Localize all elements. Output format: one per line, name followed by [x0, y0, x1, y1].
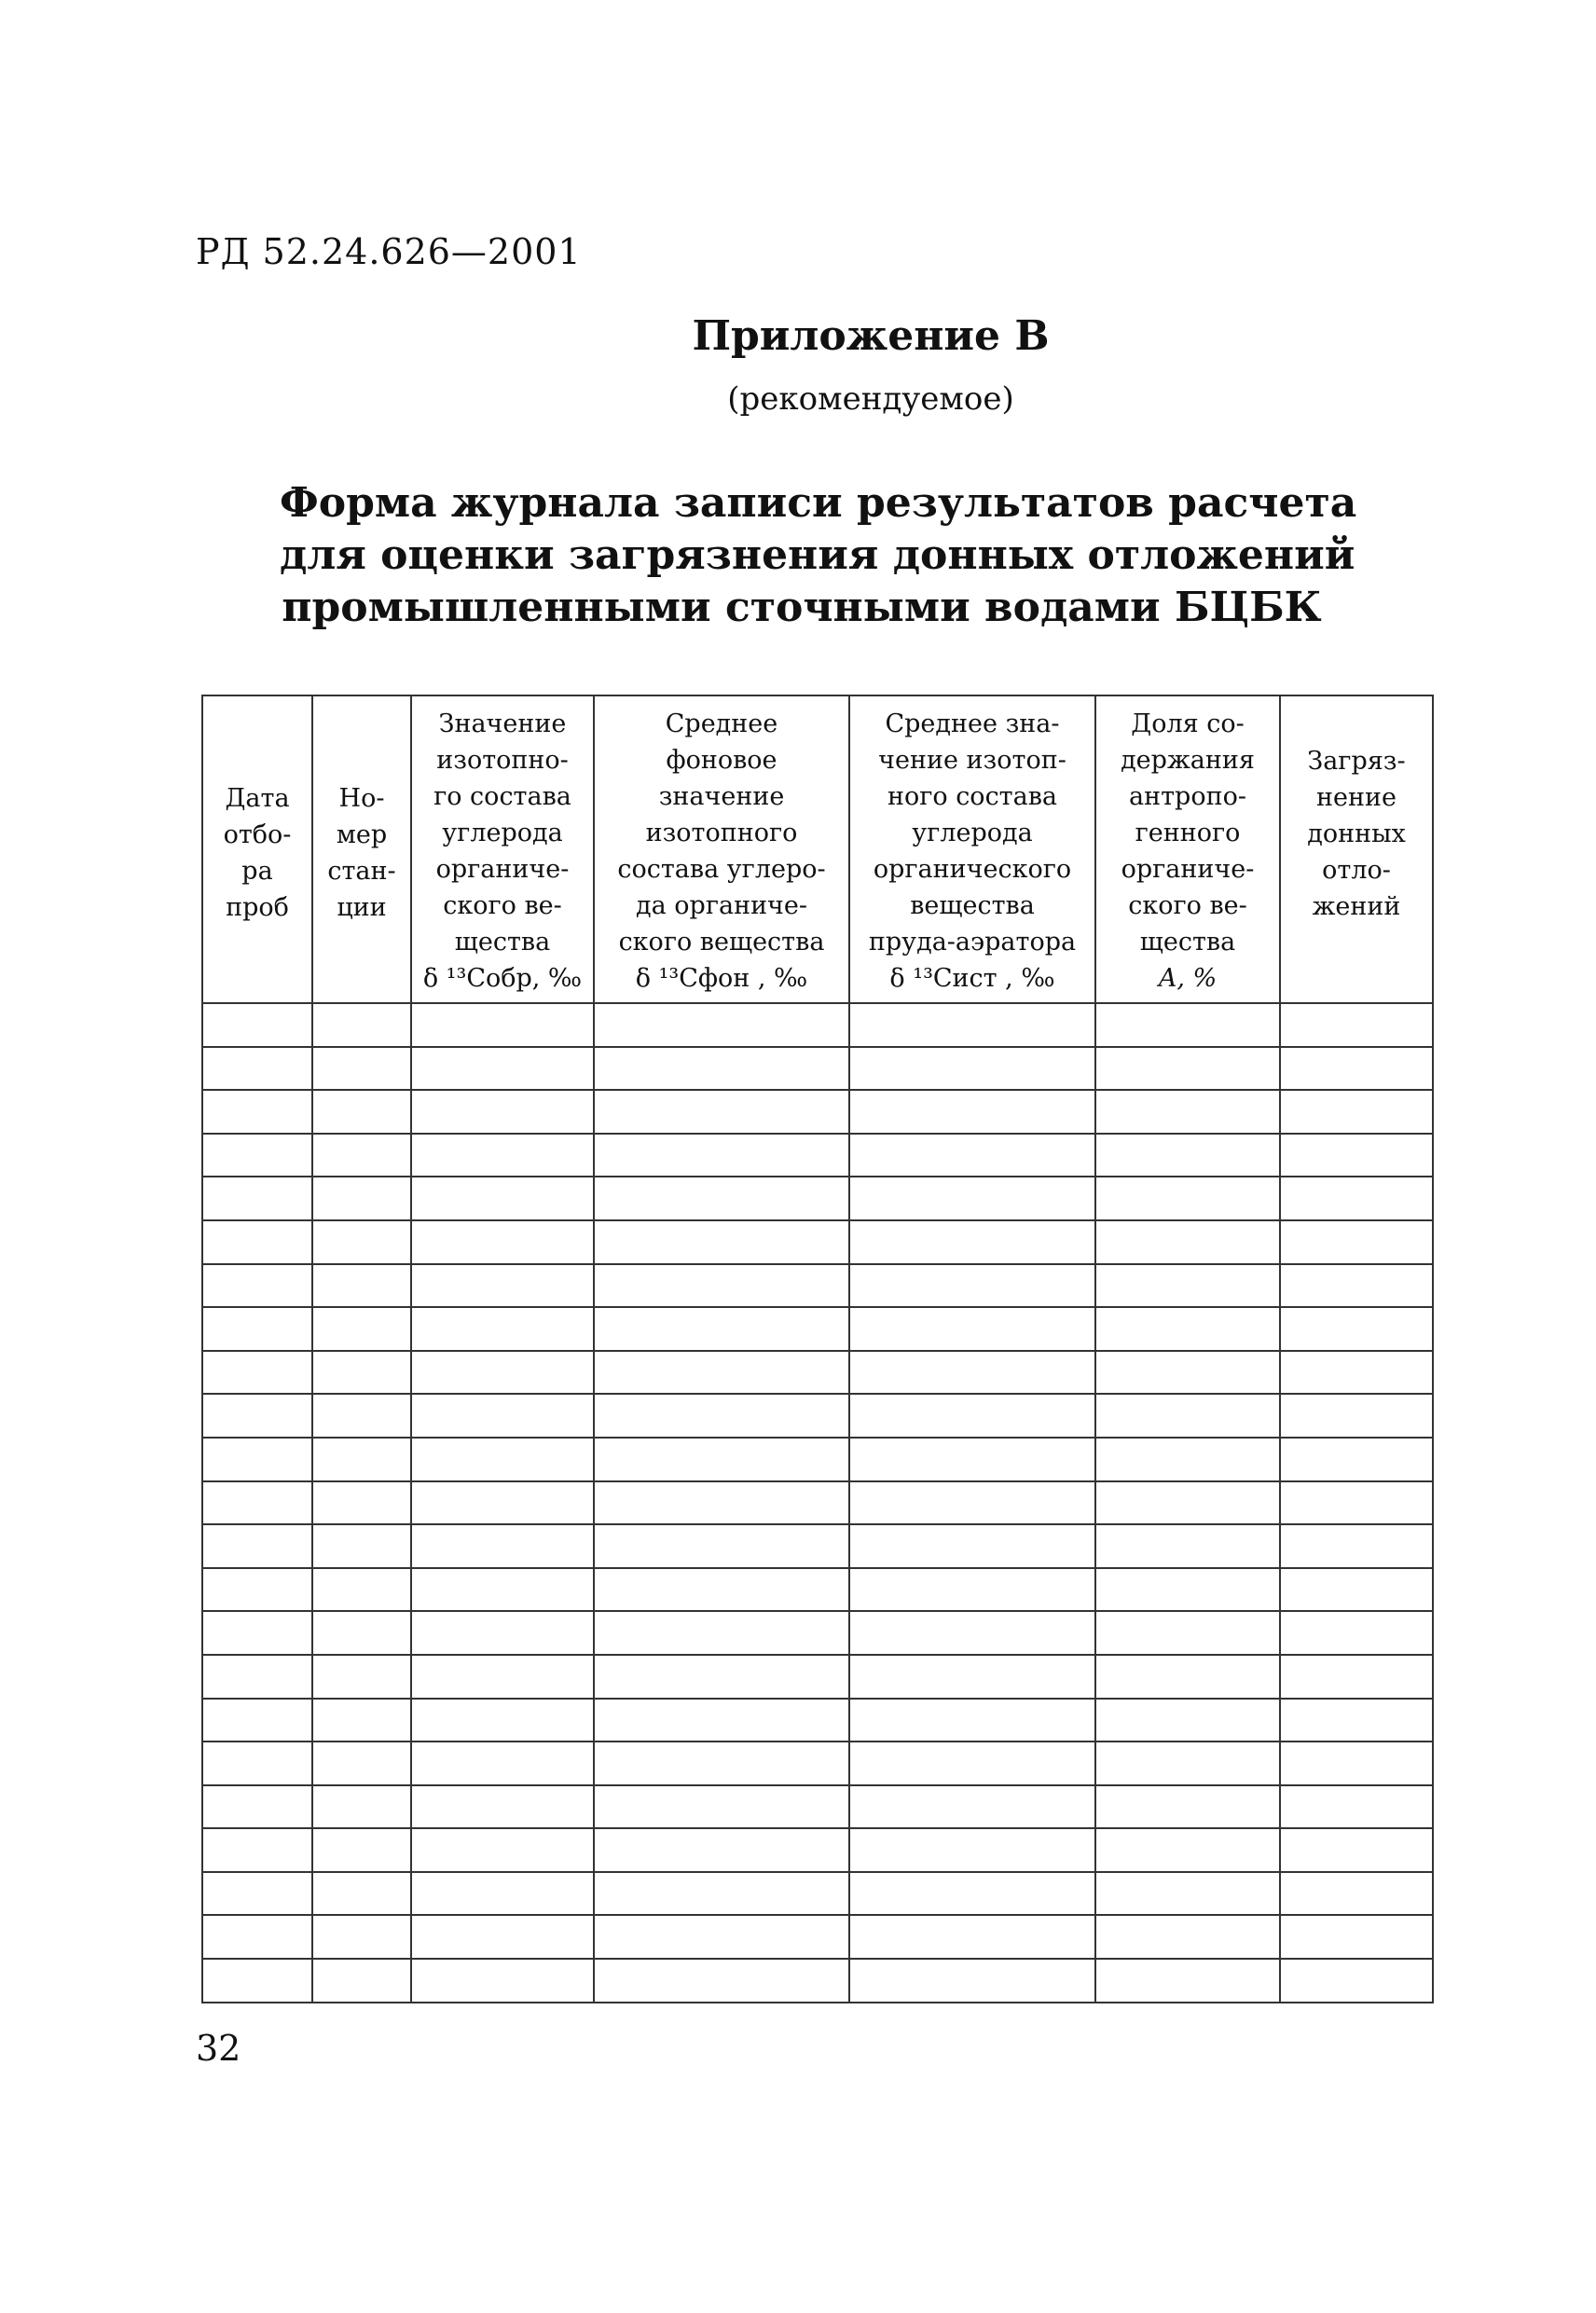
header-line: стан- [327, 857, 396, 886]
table-cell [202, 1264, 312, 1308]
table-cell [1280, 1611, 1433, 1655]
table-cell [312, 1699, 411, 1742]
table-cell [594, 1220, 849, 1264]
header-line: Но- [338, 784, 385, 813]
table-cell [202, 1611, 312, 1655]
header-line: антропо- [1129, 782, 1246, 811]
table-cell [594, 1611, 849, 1655]
table-cell [312, 1264, 411, 1308]
header-line: го состава [433, 782, 571, 811]
table-cell [1095, 1568, 1280, 1612]
table-cell [1095, 1742, 1280, 1785]
table-row [202, 1351, 1433, 1395]
table-cell [202, 1307, 312, 1351]
table-cell [849, 1524, 1095, 1568]
column-header-sample-isotope [411, 695, 594, 1003]
table-cell [594, 1307, 849, 1351]
column-header-source-isotope [849, 695, 1095, 1003]
table-cell [411, 1220, 594, 1264]
table-cell [411, 1307, 594, 1351]
header-line: Дата [225, 784, 290, 813]
table-cell [1095, 1351, 1280, 1395]
table-cell [202, 1003, 312, 1047]
form-title-line: промышленными сточными водами БЦБК [282, 584, 1322, 631]
table-cell [1095, 1959, 1280, 2003]
table-cell [411, 1828, 594, 1872]
journal-table [201, 695, 1434, 2003]
table-cell [1280, 1568, 1433, 1612]
header-line: Загряз- [1307, 747, 1406, 776]
table-cell [849, 1828, 1095, 1872]
table-cell [411, 1134, 594, 1177]
table-cell [1280, 1524, 1433, 1568]
table-cell [411, 1394, 594, 1438]
table-cell [594, 1394, 849, 1438]
header-line: ского ве- [443, 891, 562, 920]
table-cell [594, 1872, 849, 1916]
table-cell [1280, 1481, 1433, 1525]
table-cell [202, 1090, 312, 1134]
table-cell [312, 1481, 411, 1525]
table-cell [411, 1438, 594, 1481]
header-symbol: δ ¹³Cист , ‰ [889, 964, 1055, 993]
page-number: 32 [196, 2028, 241, 2069]
table-cell [312, 1307, 411, 1351]
table-cell [1280, 1394, 1433, 1438]
table-cell [411, 1655, 594, 1699]
table-cell [1280, 1959, 1433, 2003]
header-line: значение [658, 782, 785, 811]
table-cell [312, 1785, 411, 1829]
table-row [202, 1959, 1433, 2003]
table-cell [411, 1351, 594, 1395]
table-cell [594, 1264, 849, 1308]
table-cell [1095, 1828, 1280, 1872]
table-cell [1095, 1915, 1280, 1959]
table-cell [849, 1568, 1095, 1612]
table-cell [202, 1438, 312, 1481]
table-cell [312, 1828, 411, 1872]
header-line: состава углеро- [617, 855, 826, 884]
table-cell [1280, 1220, 1433, 1264]
table-cell [312, 1047, 411, 1091]
table-cell [202, 1220, 312, 1264]
table-row [202, 1915, 1433, 1959]
table-cell [849, 1090, 1095, 1134]
table-row [202, 1134, 1433, 1177]
header-line: ского вещества [618, 928, 825, 957]
table-cell [312, 1611, 411, 1655]
table-cell [202, 1134, 312, 1177]
table-cell [849, 1351, 1095, 1395]
table-cell [312, 1872, 411, 1916]
table-cell [312, 1394, 411, 1438]
header-line: ра [241, 857, 273, 886]
table-cell [849, 1611, 1095, 1655]
header-line: нение [1316, 783, 1396, 812]
column-header-anthropogenic-share [1095, 695, 1280, 1003]
table-cell [411, 1264, 594, 1308]
table-cell [411, 1568, 594, 1612]
table-cell [312, 1220, 411, 1264]
table-cell [1280, 1264, 1433, 1308]
table-cell [312, 1655, 411, 1699]
table-cell [594, 1699, 849, 1742]
form-title-line: для оценки загрязнения донных отложений [280, 531, 1355, 579]
table-cell [849, 1785, 1095, 1829]
table-row [202, 1872, 1433, 1916]
table-cell [312, 1524, 411, 1568]
table-cell [594, 1828, 849, 1872]
table-cell [594, 1047, 849, 1091]
table-cell [202, 1047, 312, 1091]
header-line: генного [1135, 819, 1241, 847]
table-row [202, 1047, 1433, 1091]
header-line: изотопного [645, 819, 798, 847]
table-cell [411, 1915, 594, 1959]
table-cell [411, 1047, 594, 1091]
column-header-date [202, 695, 312, 1003]
table-cell [1095, 1785, 1280, 1829]
header-line: ции [337, 893, 387, 922]
header-line: углерода [442, 819, 563, 847]
header-line: щества [1139, 928, 1236, 957]
table-cell [1280, 1438, 1433, 1481]
table-cell [594, 1785, 849, 1829]
table-cell [411, 1177, 594, 1220]
table-cell [1280, 1699, 1433, 1742]
table-row [202, 1264, 1433, 1308]
table-cell [1095, 1611, 1280, 1655]
table-cell [1095, 1090, 1280, 1134]
table-cell [594, 1438, 849, 1481]
header-line: вещества [910, 891, 1035, 920]
header-line: Доля со- [1131, 709, 1245, 738]
header-line: пруда-аэратора [868, 928, 1077, 957]
table-cell [312, 1568, 411, 1612]
table-cell [1095, 1307, 1280, 1351]
table-cell [1095, 1872, 1280, 1916]
header-line: мер [336, 820, 388, 849]
table-cell [849, 1264, 1095, 1308]
table-cell [202, 1699, 312, 1742]
header-symbol: δ ¹³Cобр, ‰ [422, 964, 583, 993]
table-cell [849, 1177, 1095, 1220]
table-cell [849, 1394, 1095, 1438]
table-cell [594, 1090, 849, 1134]
table-cell [1280, 1655, 1433, 1699]
table-cell [1280, 1915, 1433, 1959]
table-cell [849, 1438, 1095, 1481]
table-cell [1095, 1394, 1280, 1438]
header-line: органиче- [1121, 855, 1255, 884]
table-cell [411, 1003, 594, 1047]
table-cell [411, 1699, 594, 1742]
table-row [202, 1611, 1433, 1655]
table-cell [1280, 1828, 1433, 1872]
table-cell [1095, 1220, 1280, 1264]
table-cell [202, 1915, 312, 1959]
table-cell [1095, 1699, 1280, 1742]
column-header-station [312, 695, 411, 1003]
table-cell [849, 1220, 1095, 1264]
table-cell [202, 1828, 312, 1872]
table-cell [312, 1090, 411, 1134]
table-cell [202, 1351, 312, 1395]
table-row [202, 1307, 1433, 1351]
header-line: Значение [438, 709, 567, 738]
table-cell [202, 1568, 312, 1612]
table-row [202, 1438, 1433, 1481]
header-line: да органиче- [635, 891, 808, 920]
table-cell [594, 1351, 849, 1395]
table-cell [594, 1134, 849, 1177]
column-header-background-isotope [594, 695, 849, 1003]
table-cell [849, 1872, 1095, 1916]
table-cell [312, 1003, 411, 1047]
table-cell [594, 1742, 849, 1785]
table-cell [202, 1177, 312, 1220]
table-row [202, 1220, 1433, 1264]
table-cell [1280, 1134, 1433, 1177]
table-cell [1280, 1307, 1433, 1351]
header-line: щества [454, 928, 551, 957]
table-cell [1095, 1003, 1280, 1047]
table-cell [411, 1742, 594, 1785]
table-cell [411, 1611, 594, 1655]
appendix-title: Приложение В [692, 312, 1050, 360]
table-cell [594, 1655, 849, 1699]
table-cell [849, 1307, 1095, 1351]
table-cell [1280, 1003, 1433, 1047]
table-cell [1280, 1785, 1433, 1829]
journal-table-body [202, 1003, 1433, 2003]
header-line: углерода [912, 819, 1033, 847]
table-cell [1095, 1524, 1280, 1568]
header-line: изотопно- [436, 746, 569, 775]
table-cell [202, 1872, 312, 1916]
table-cell [411, 1524, 594, 1568]
table-cell [202, 1959, 312, 2003]
table-cell [1280, 1351, 1433, 1395]
table-cell [312, 1177, 411, 1220]
table-cell [312, 1959, 411, 2003]
header-line: фоновое [666, 746, 777, 775]
table-row [202, 1568, 1433, 1612]
table-cell [411, 1090, 594, 1134]
table-cell [594, 1177, 849, 1220]
table-cell [849, 1134, 1095, 1177]
header-line: отло- [1322, 856, 1391, 885]
table-row [202, 1481, 1433, 1525]
table-cell [849, 1742, 1095, 1785]
form-title-line: Форма журнала записи результатов расчета [280, 479, 1357, 527]
table-cell [202, 1481, 312, 1525]
table-row [202, 1524, 1433, 1568]
table-cell [1280, 1177, 1433, 1220]
table-cell [594, 1959, 849, 2003]
table-cell [849, 1699, 1095, 1742]
appendix-subtitle: (рекомендуемое) [727, 380, 1014, 418]
table-row [202, 1090, 1433, 1134]
table-cell [594, 1481, 849, 1525]
table-row [202, 1655, 1433, 1699]
table-row [202, 1828, 1433, 1872]
table-cell [1095, 1264, 1280, 1308]
table-cell [312, 1351, 411, 1395]
table-cell [411, 1872, 594, 1916]
table-cell [202, 1742, 312, 1785]
form-title [280, 477, 1357, 634]
header-symbol: δ ¹³Cфон , ‰ [635, 964, 808, 993]
table-header-row [202, 695, 1433, 1003]
table-cell [202, 1524, 312, 1568]
table-cell [1095, 1047, 1280, 1091]
table-cell [202, 1785, 312, 1829]
table-cell [849, 1047, 1095, 1091]
header-line: органического [873, 855, 1072, 884]
table-cell [411, 1959, 594, 2003]
table-cell [1280, 1047, 1433, 1091]
header-symbol: A, % [1158, 964, 1218, 993]
header-line: проб [226, 893, 289, 922]
header-line: ного состава [887, 782, 1058, 811]
header-line: донных [1307, 819, 1406, 848]
table-cell [594, 1915, 849, 1959]
table-cell [312, 1915, 411, 1959]
table-cell [849, 1003, 1095, 1047]
table-cell [411, 1785, 594, 1829]
table-cell [594, 1568, 849, 1612]
table-row [202, 1177, 1433, 1220]
header-line: отбо- [223, 820, 292, 849]
table-row [202, 1003, 1433, 1047]
table-cell [849, 1655, 1095, 1699]
table-cell [594, 1524, 849, 1568]
table-cell [1280, 1090, 1433, 1134]
table-cell [411, 1481, 594, 1525]
header-line: Среднее [665, 709, 778, 738]
column-header-sediment-pollution [1280, 695, 1433, 1003]
table-row [202, 1699, 1433, 1742]
table-cell [1095, 1438, 1280, 1481]
table-cell [1095, 1134, 1280, 1177]
header-line: ского ве- [1128, 891, 1247, 920]
header-line: органиче- [435, 855, 570, 884]
table-cell [1095, 1481, 1280, 1525]
header-line: держания [1121, 746, 1255, 775]
table-cell [1280, 1872, 1433, 1916]
table-cell [1095, 1177, 1280, 1220]
table-cell [312, 1438, 411, 1481]
table-cell [594, 1003, 849, 1047]
table-cell [202, 1394, 312, 1438]
document-code: РД 52.24.626—2001 [196, 231, 582, 272]
table-cell [849, 1959, 1095, 2003]
table-cell [849, 1481, 1095, 1525]
header-line: Среднее зна- [885, 709, 1060, 738]
table-cell [202, 1655, 312, 1699]
header-line: чение изотоп- [878, 746, 1066, 775]
table-cell [1280, 1742, 1433, 1785]
table-cell [312, 1742, 411, 1785]
table-row [202, 1394, 1433, 1438]
table-row [202, 1785, 1433, 1829]
table-cell [849, 1915, 1095, 1959]
table-row [202, 1742, 1433, 1785]
table-cell [1095, 1655, 1280, 1699]
table-cell [312, 1134, 411, 1177]
header-line: жений [1312, 892, 1401, 921]
